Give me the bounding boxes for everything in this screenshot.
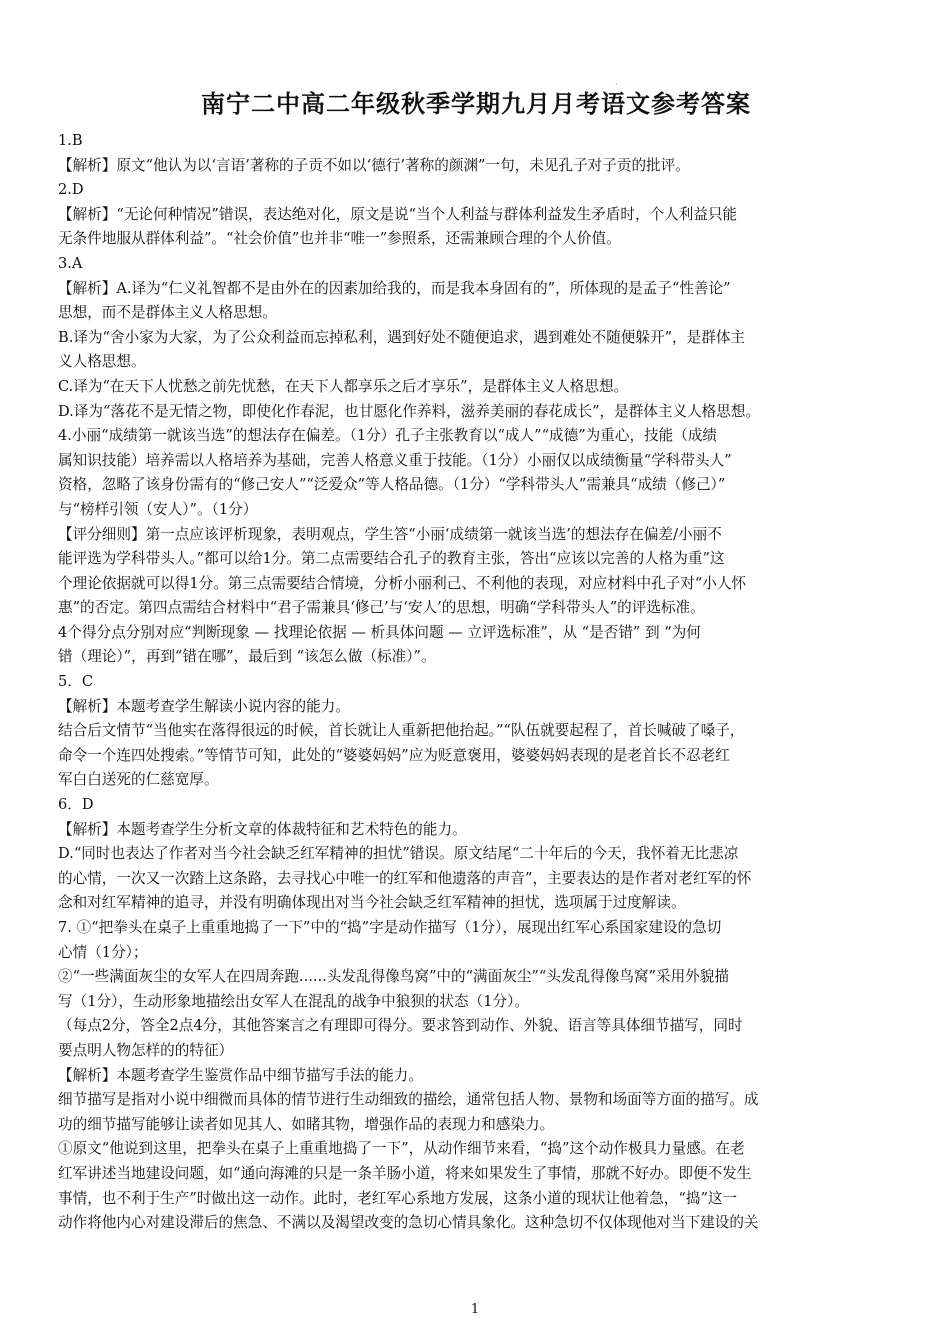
text-line: 的心情，一次又一次踏上这条路，去寻找心中唯一的红军和他遗落的声音”，主要表达的是作者对老红军的怀 <box>58 869 752 887</box>
text-line: D.“同时也表达了作者对当今社会缺乏红军精神的担忧”错误。原文结尾“二十年后的今天，我怀着无比悲凉 <box>58 845 739 863</box>
text-line: 4.小丽“成绩第一就该当选”的想法存在偏差。（1分）孔子主张教育以“成人”“成德”为重心，技能（成绩 <box>58 427 718 445</box>
text-line: 结合后文情节“当他实在落得很远的时候，首长就让人重新把他抬起。”“队伍就要起程了，首长喊破了嗓子， <box>58 722 745 740</box>
text-line: B.译为“舍小家为大家，为了公众利益而忘掉私利，遇到好处不随便追求，遇到难处不随便躲开”，是群体主 <box>58 328 746 346</box>
text-line: 1.B <box>58 132 83 149</box>
text-line: 3.A <box>58 254 83 272</box>
text-line: （每点2分，答全2点4分，其他答案言之有理即可得分。要求答到动作、外貌、语言等具体细节描写，同时 <box>58 1017 743 1035</box>
text-line: 【解析】本题考查学生分析文章的体裁特征和艺术特色的能力。 <box>58 820 467 838</box>
text-line: 个理论依据就可以得1分。第三点需要结合情境，分析小丽利己、不利他的表现，对应材料中孔子对“小人怀 <box>58 574 747 592</box>
text-line: 2.D <box>58 181 84 199</box>
text-line: 4个得分点分别对应“判断现象 — 找理论依据 — 析具体问题 — 立评选标准”，从 “是否错” 到 “为何 <box>58 623 701 641</box>
text-line: 心情（1分）； <box>58 943 148 961</box>
text-line: 错（理论）”，再到“错在哪”，最后到 “该怎么做（标准）”。 <box>58 648 436 666</box>
text-line: 【解析】“无论何种情况”错误，表达绝对化，原文是说“当个人利益与群体利益发生矛盾时，个人利益只能 <box>58 205 738 223</box>
text-line: 7. ①“把拳头在桌子上重重地捣了一下”中的“捣”字是动作描写（1分），展现出红军心系国家建设的急切 <box>58 919 722 936</box>
text-line: 能评选为学科带头人。”都可以给1分。第二点需要结合孔子的教育主张，答出“应该以完善的人格为重”这 <box>58 550 725 568</box>
text-line: 要点明人物怎样的的特征） <box>58 1041 234 1059</box>
text-line: 写（1分），生动形象地描绘出女军人在混乱的战争中狼狈的状态（1分）。 <box>58 992 529 1010</box>
text-line: C.译为“在天下人忧愁之前先忧愁，在天下人都享乐之后才享乐”，是群体主义人格思想。 <box>58 377 629 395</box>
text-line: 与“榜样引领（安人）”。（1分） <box>58 500 258 518</box>
text-line: 惠”的否定。第四点需结合材料中“君子需兼具‘修己’与‘安人’的思想，明确“学科带头人”的评选标准。 <box>58 599 705 617</box>
document-page <box>58 70 894 1236</box>
text-line: 资格，忽略了该身份需有的“修己安人”“泛爱众”等人格品德。（1分）“学科带头人”需兼具“成绩（修己）” <box>58 476 726 494</box>
text-line: 军白白送死的仁慈宽厚。 <box>58 771 219 789</box>
text-line: 动作将他内心对建设滞后的焦急、不满以及渴望改变的急切心情具象化。这种急切不仅体现他对当下建设的关 <box>58 1214 759 1232</box>
text-line: 红军讲述当地建设问题，如“通向海滩的只是一条羊肠小道，将来如果发生了事情，那就不好办。即便不发生 <box>58 1164 752 1182</box>
text-line: 5．C <box>58 673 94 691</box>
text-line: 【解析】A.译为“仁义礼智都不是由外在的因素加给我的，而是我本身固有的”，所体现的是孟子“性善论” <box>58 279 731 297</box>
text-line: 细节描写是指对小说中细微而具体的情节进行生动细致的描绘，通常包括人物、景物和场面等方面的描写。成 <box>58 1091 759 1109</box>
text-line: ②“一些满面灰尘的女军人在四周奔跑......头发乱得像鸟窝”中的“满面灰尘”“头发乱得像鸟窝”采用外貌描 <box>58 968 729 986</box>
text-line: 事情，也不利于生产”时做出这一动作。此时，老红军心系地方发展，这条小道的现状让他着急，“捣”这一 <box>58 1189 738 1207</box>
text-line: 【评分细则】第一点应该评析现象，表明观点，学生答“小丽‘成绩第一就该当选’的想法存在偏差/小丽不 <box>58 525 722 543</box>
text-line: 思想，而不是群体主义人格思想。 <box>58 304 277 322</box>
text-line: 【解析】本题考查学生解读小说内容的能力。 <box>58 697 350 715</box>
text-line: 【解析】原文“他认为以‘言语’著称的子贡不如以‘德行’著称的颜渊”一句，未见孔子对子贡的批评。 <box>58 156 690 174</box>
text-line: D.译为“落花不是无情之物，即使化作春泥，也甘愿化作养料，滋养美丽的春花成长”，是群体主义人格思想。 <box>58 402 761 420</box>
page-number: 1 <box>470 1302 480 1317</box>
text-line: 命令一个连四处搜索。”等情节可知，此处的“婆婆妈妈”应为贬意褒用，婆婆妈妈表现的是老首长不忍老红 <box>58 746 730 764</box>
text-line: 无条件地服从群体利益”。“社会价值”也并非“唯一”参照系，还需兼顾合理的个人价值。 <box>58 230 621 248</box>
page-title: 南宁二中高二年级秋季学期九月月考语文参考答案 <box>201 90 751 118</box>
text-line: ①原文“他说到这里，把拳头在桌子上重重地捣了一下”，从动作细节来看，“捣”这个动作极具力量感。在老 <box>58 1140 745 1158</box>
text-line: 6．D <box>58 796 94 814</box>
text-line: 功的细节描写能够让读者如见其人、如睹其物，增强作品的表现力和感染力。 <box>58 1115 555 1133</box>
text-line: 属知识技能）培养需以人格培养为基础，完善人格意义重于技能。（1分）小丽仅以成绩衡量“学科带头人” <box>58 451 732 469</box>
text-line: 义人格思想。 <box>58 353 146 371</box>
text-line: 【解析】本题考查学生鉴赏作品中细节描写手法的能力。 <box>58 1066 423 1084</box>
document-body <box>58 129 894 1236</box>
text-line: 念和对红军精神的追寻，并没有明确体现出对当今社会缺乏红军精神的担忧，选项属于过度解读。 <box>58 894 686 912</box>
scan-mark: · <box>615 80 618 89</box>
